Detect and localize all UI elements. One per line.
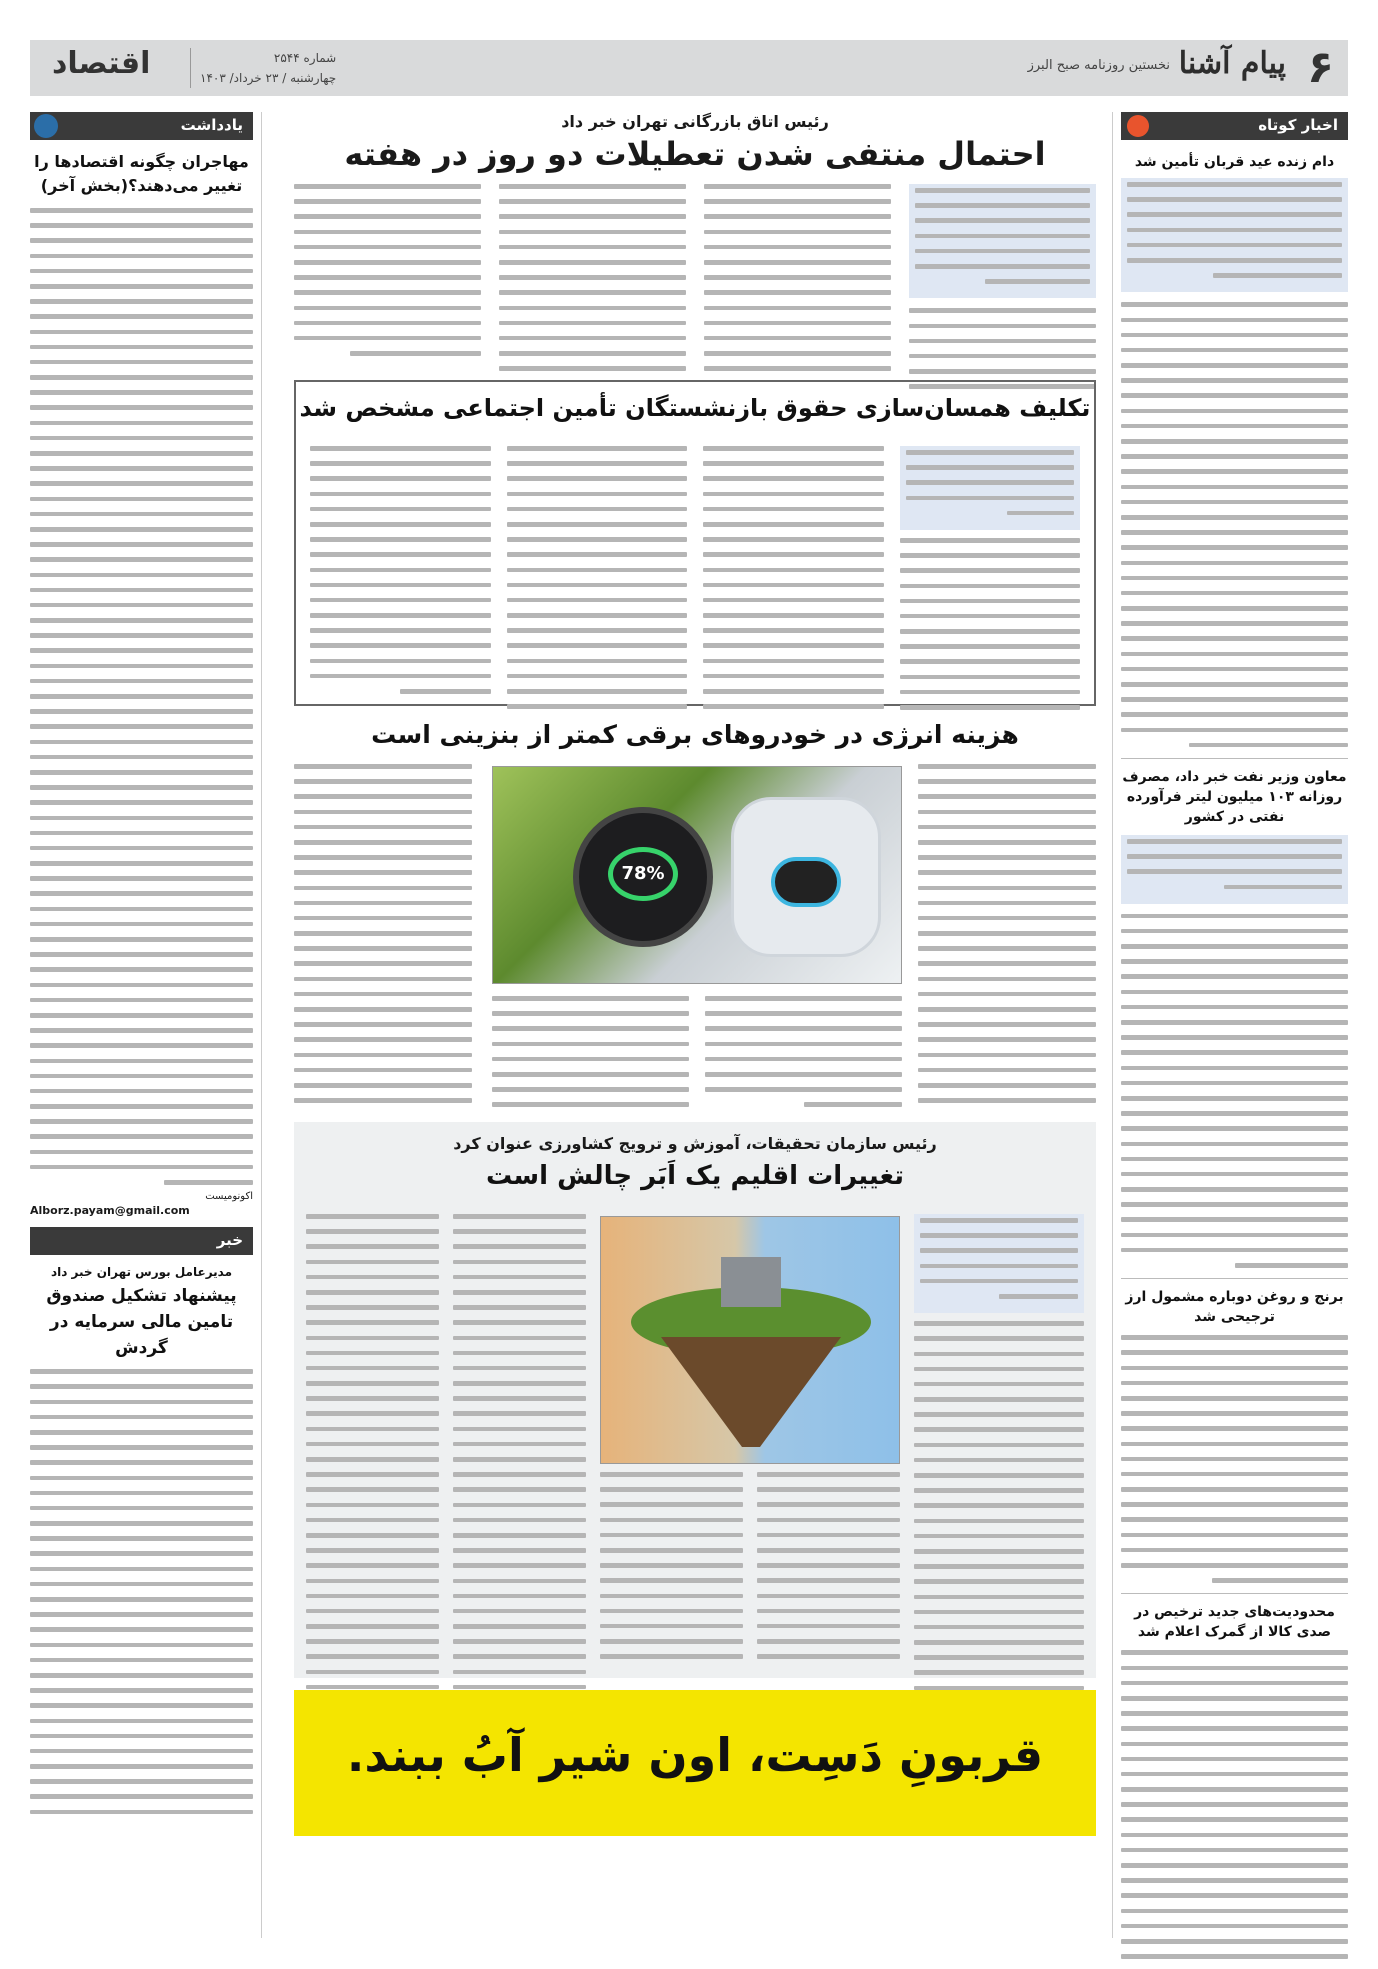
- divider: [1121, 758, 1348, 759]
- short-news-title: محدودیت‌های جدید ترخیص در صدی کالا از گمرک اعلام شد: [1134, 1604, 1335, 1641]
- note-author: اکونومیست: [205, 1191, 253, 1203]
- calendar-icon: [34, 114, 58, 138]
- issue-date: چهارشنبه / ۲۳ خرداد/ ۱۴۰۳: [200, 71, 337, 85]
- news-title: پیشنهاد تشکیل صندوق تامین مالی سرمایه در گردش: [46, 1286, 237, 1359]
- pension-body: [310, 446, 1080, 720]
- ev-body-under-image: [492, 996, 902, 1118]
- short-news-title: برنج و روغن دوباره مشمول ارز ترجیحی شد: [1125, 1289, 1344, 1326]
- ev-title: هزینه انرژی در خودروهای برقی کمتر از بنزینی است: [371, 720, 1019, 749]
- short-news-label: اخبار کوتاه: [1258, 116, 1338, 134]
- lead-story: [294, 112, 1096, 374]
- news-kicker: مدیرعامل بورس تهران خبر داد: [50, 1265, 233, 1280]
- short-news-header: [1121, 112, 1348, 140]
- note-label: یادداشت: [180, 116, 243, 134]
- megaphone-icon: [1127, 115, 1149, 137]
- masthead: [30, 40, 1348, 96]
- lead-kicker: رئیس اتاق بازرگانی تهران خبر داد: [561, 112, 829, 131]
- article-body: [1121, 914, 1348, 1268]
- lead-title: احتمال منتفی شدن تعطیلات دو روز در هفته: [344, 135, 1046, 173]
- short-news-title: معاون وزیر نفت خبر داد، مصرف روزانه ۱۰۳ میلیون لیتر فرآورده نفتی در کشور: [1122, 768, 1347, 825]
- article-body: [1121, 1650, 1348, 1969]
- article-body: [1121, 1335, 1348, 1583]
- water-saving-banner: [294, 1690, 1096, 1836]
- news-header: [30, 1227, 253, 1255]
- banner-text: قربونِ دَسِت، اون شیر آبُ ببند.: [346, 1728, 1044, 1782]
- article-body: [1121, 302, 1348, 747]
- divider: [1121, 1593, 1348, 1594]
- masthead-divider: [190, 48, 191, 88]
- climate-body-under-image: [600, 1472, 900, 1669]
- island-rock: [661, 1337, 841, 1447]
- note-header: [30, 112, 253, 140]
- pension-title: تکلیف همسان‌سازی حقوق بازنشستگان تأمین اجتماعی مشخص شد: [299, 394, 1091, 422]
- issue-number: شماره ۲۵۴۴: [273, 51, 337, 65]
- issue-info: [200, 48, 336, 88]
- ev-body-right: [918, 764, 1096, 1113]
- section-title: اقتصاد: [52, 46, 151, 81]
- lead-body: [294, 184, 1096, 399]
- divider: [1121, 1278, 1348, 1279]
- climate-body-left: [306, 1214, 586, 1746]
- ev-story: [294, 716, 1096, 1116]
- note-title: مهاجران چگونه اقتصادها را تغییر می‌دهند؟(بخش آخر): [34, 152, 249, 195]
- charging-port-icon: [771, 857, 841, 907]
- note-column: [30, 112, 262, 1938]
- climate-island-photo: [600, 1216, 900, 1464]
- news-body: [30, 1369, 253, 1814]
- battery-gauge: 78%: [608, 847, 678, 901]
- note-body: [30, 208, 253, 1185]
- newspaper-logo: پیام آشنا: [1178, 46, 1286, 81]
- news-label: خبر: [216, 1231, 243, 1250]
- climate-kicker: رئیس سازمان تحقیقات، آموزش و ترویج کشاورزی عنوان کرد: [453, 1134, 937, 1153]
- ev-charger-photo: [492, 766, 902, 984]
- contact-email[interactable]: Alborz.payam@gmail.com: [30, 1204, 190, 1218]
- climate-body-right: [914, 1214, 1084, 1746]
- page-number: ۶: [1307, 42, 1334, 93]
- factory-icon: [721, 1257, 781, 1307]
- ev-body-left: [294, 764, 472, 1113]
- climate-title: تغییرات اقلیم یک اَبَر چالش است: [486, 1161, 904, 1191]
- short-news-lead: [1121, 178, 1348, 292]
- main-column: [294, 112, 1096, 1938]
- short-news-title: دام زنده عید قربان تأمین شد: [1134, 154, 1335, 170]
- climate-story: [294, 1122, 1096, 1678]
- pension-story-box: [294, 380, 1096, 706]
- short-news-column: [1112, 112, 1348, 1938]
- short-news-lead: [1121, 835, 1348, 904]
- newspaper-tagline: نخستین روزنامه صبح البرز: [1027, 58, 1170, 73]
